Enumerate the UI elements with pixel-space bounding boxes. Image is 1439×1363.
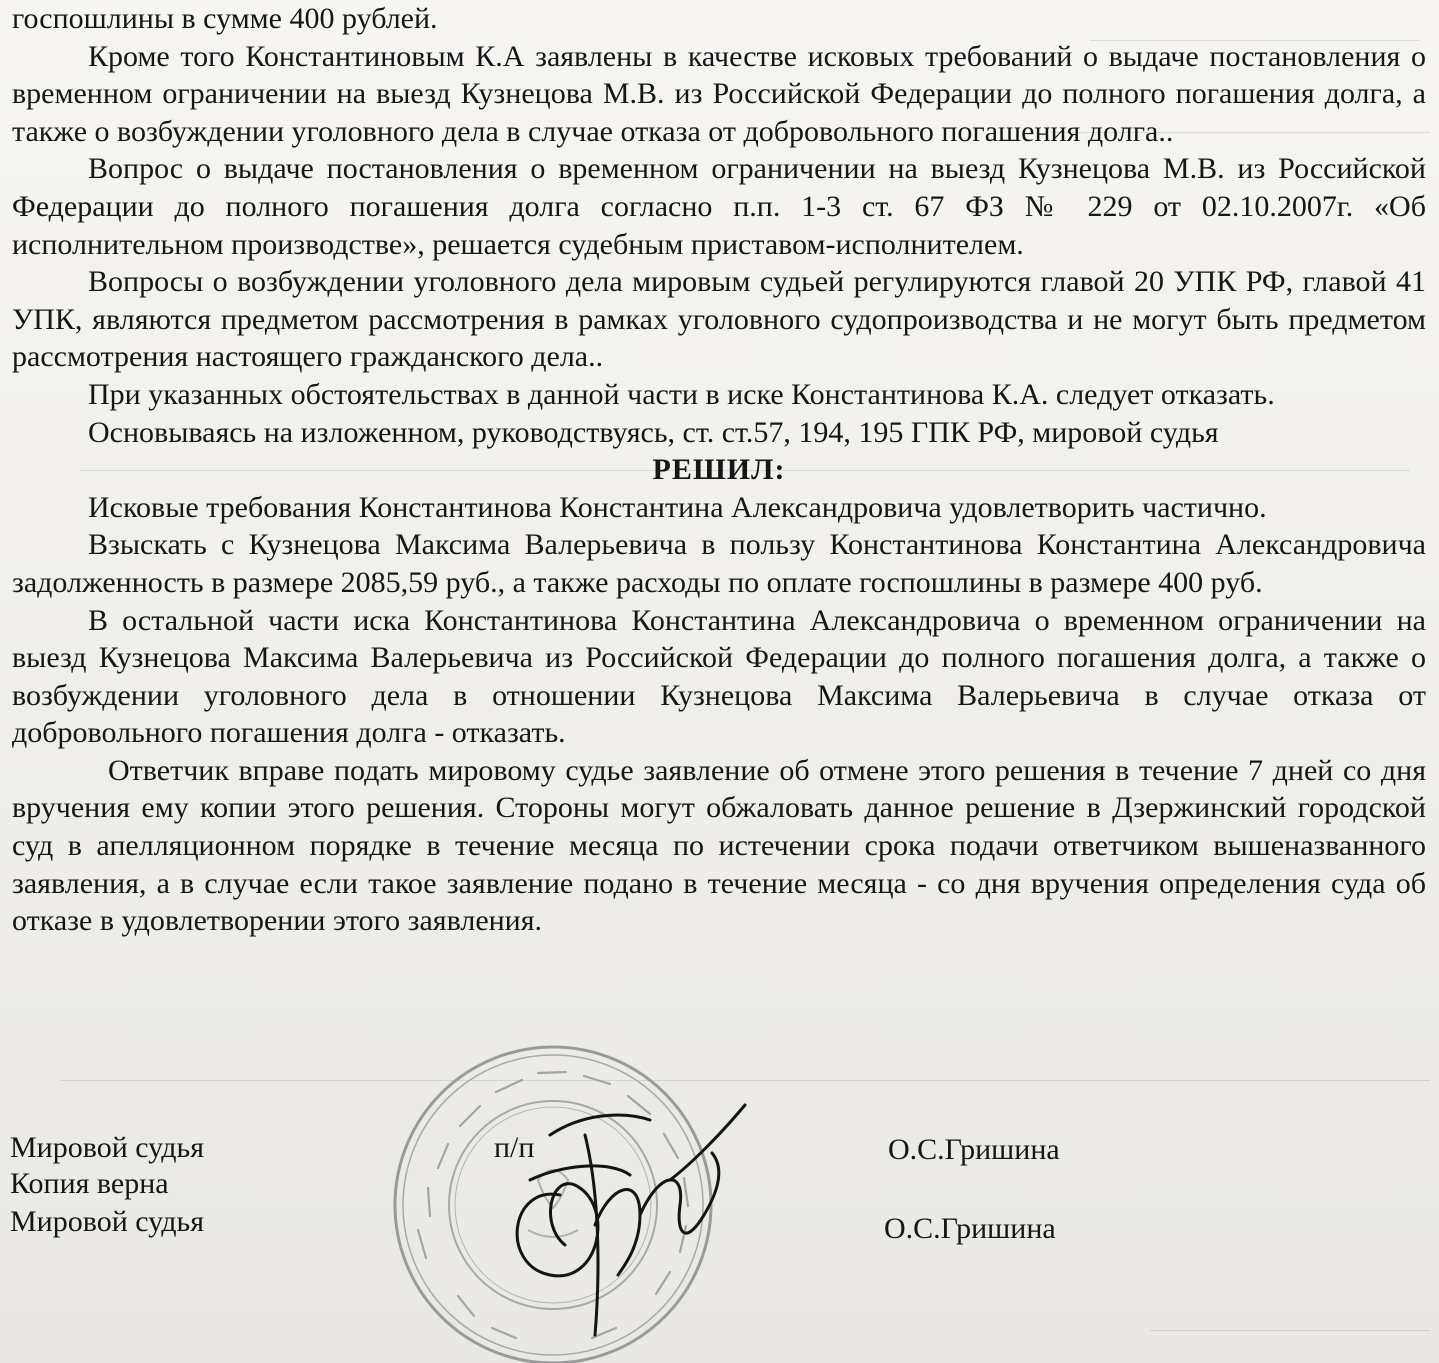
judge-autograph (490, 1075, 760, 1345)
decision-paragraph: Исковые требования Константинова Константина Александровича удовлетворить частично. (88, 490, 1267, 524)
paragraph: Вопросы о возбуждении уголовного дела мировым судьей регулируются главой 20 УПК РФ, главой 41 УПК, являются предметом рассмотрения в рамках уголовного судопроизводства и не могут быть предметом рассмотрения настоящего гражданского дела.. (12, 265, 1426, 374)
signature-judge-name-2: О.С.Гришина (884, 1212, 1056, 1245)
signature-copy-label: Копия верна (10, 1167, 169, 1200)
document-body (12, 0, 1426, 940)
signature-judge-label-2: Мировой судья (10, 1205, 205, 1238)
paragraph: Кроме того Константиновым К.А заявлены в качестве исковых требований о выдаче постановления о временном ограничении на выезд Кузнецова М.В. из Российской Федерации до полного погашения долга, а также о возбуждении уголовного дела в случае отказа от добровольного погашения долга.. (12, 39, 1426, 148)
decision-heading: РЕШИЛ: (652, 453, 786, 487)
signature-judge-name: О.С.Гришина (888, 1133, 1060, 1166)
paragraph: Вопрос о выдаче постановления о временном ограничении на выезд Кузнецова М.В. из Российской Федерации до полного погашения долга согласно п.п. 1-3 ст. 67 ФЗ № 229 от 02.10.2007г. «Об исполнительном производстве», решается судебным приставом-исполнителем. (12, 152, 1426, 261)
show-through-rule (1150, 1330, 1430, 1331)
paragraph: При указанных обстоятельствах в данной части в иске Константинова К.А. следует отказать. (88, 377, 1275, 411)
decision-paragraph: В остальной части иска Константинова Константина Александровича о временном ограничении на выезд Кузнецова Максима Валерьевича из Российской Федерации до полного погашения долга, а также о возбуждении уголовного дела в отношении Кузнецова Максима Валерьевича в случае отказа от добровольного погашения долга - отказать. (12, 603, 1426, 750)
paragraph: Основываясь на изложенном, руководствуясь, ст. ст.57, 194, 195 ГПК РФ, мировой судья (88, 415, 1219, 449)
paragraph: госпошлины в сумме 400 рублей. (12, 2, 438, 35)
decision-paragraph: Взыскать с Кузнецова Максима Валерьевича в пользу Константинова Константина Александровича задолженность в размере 2085,59 руб., а также расходы по оплате госпошлины в размере 400 руб. (12, 528, 1426, 599)
signature-pp-mark: п/п (494, 1131, 535, 1164)
signature-judge-label: Мировой судья (10, 1131, 205, 1164)
appeal-paragraph: Ответчик вправе подать мировому судье заявление об отмене этого решения в течение 7 дней со дня вручения ему копии этого решения. Стороны могут обжаловать данное решение в Дзержинский городской суд в апелляционном порядке в течение месяца по истечении срока подачи ответчиком вышеназванного заявления, а в случае если такое заявление подано в течение месяца - со дня вручения определения суда об отказе в удовлетворении этого заявления. (12, 753, 1426, 938)
